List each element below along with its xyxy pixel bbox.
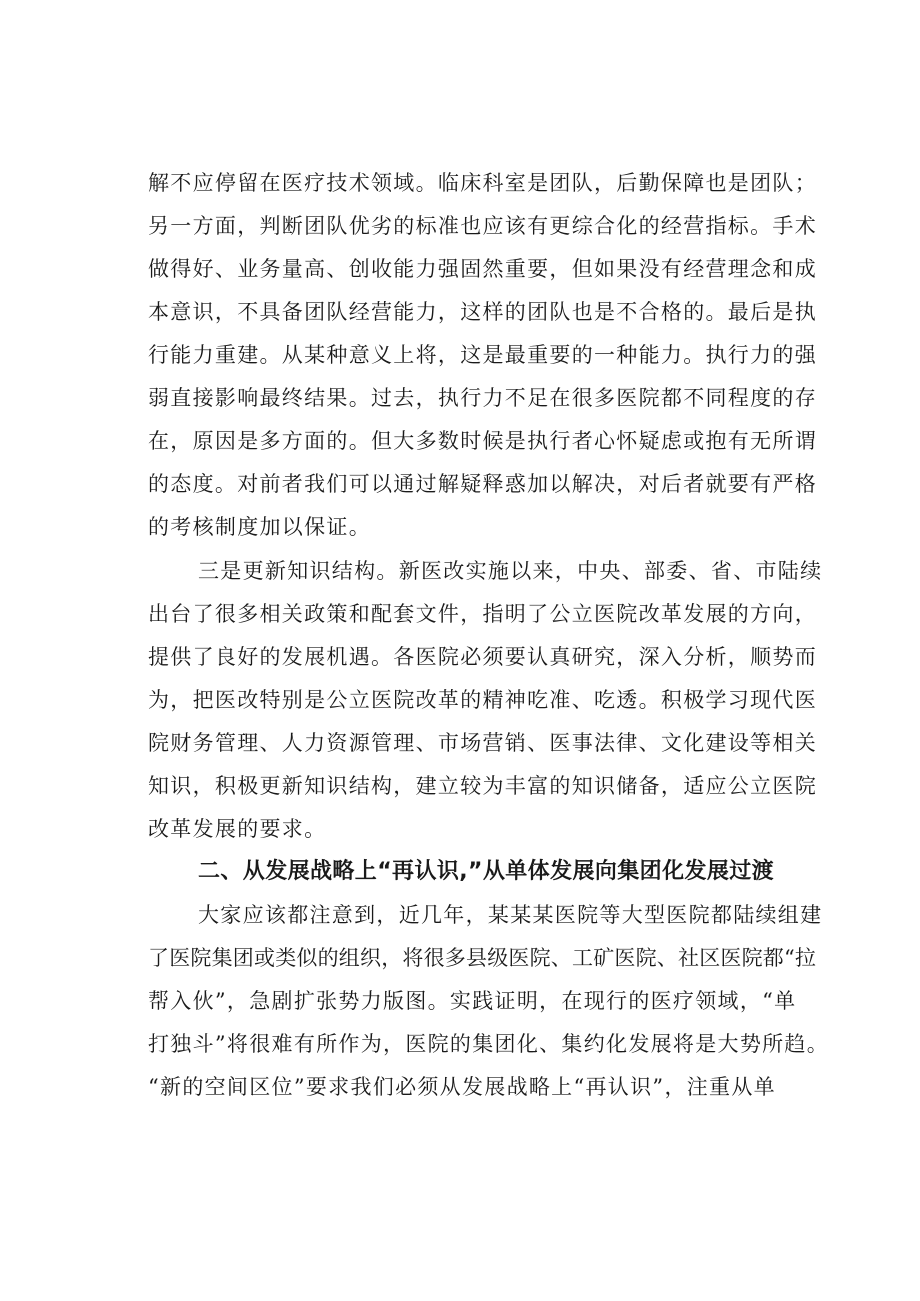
paragraph-1-line-9: 的考核制度加以保证。 [148,515,371,539]
paragraph-2-line-2: 出台了很多相关政策和配套文件，指明了公立医院改革发展的方向， [148,602,817,626]
paragraph-3-line-3: 帮入伙”，急剧扩张势力版图。实践证明，在现行的医疗领域，“单 [148,989,797,1013]
paragraph-2-line-6: 知识，积极更新知识结构，建立较为丰富的知识储备，适应公立医院 [148,774,817,798]
paragraph-2-line-5: 院财务管理、人力资源管理、市场营销、医事法律、文化建设等相关 [148,731,817,755]
section-heading: 二、从发展战略上“再认识,”从单体发展向集团化发展过渡 [198,859,775,884]
paragraph-1-line-5: 行能力重建。从某种意义上将，这是最重要的一种能力。执行力的强 [148,343,817,367]
paragraph-1-line-6: 弱直接影响最终结果。过去，执行力不足在很多医院都不同程度的存 [148,386,817,410]
paragraph-1-line-2: 另一方面，判断团队优劣的标准也应该有更综合化的经营指标。手术 [148,214,817,238]
paragraph-2-line-7: 改革发展的要求。 [148,817,327,841]
paragraph-3-line-5: “新的空间区位”要求我们必须从发展战略上“再认识”，注重从单 [148,1075,776,1099]
paragraph-1-line-1: 解不应停留在医疗技术领域。临床科室是团队，后勤保障也是团队； [148,171,817,195]
paragraph-1-line-8: 的态度。对前者我们可以通过解疑释惑加以解决，对后者就要有严格 [148,472,817,496]
paragraph-1-line-4: 本意识，不具备团队经营能力，这样的团队也是不合格的。最后是执 [148,300,817,324]
paragraph-1-line-7: 在，原因是多方面的。但大多数时候是执行者心怀疑虑或抱有无所谓 [148,429,817,453]
paragraph-2-line-3: 提供了良好的发展机遇。各医院必须要认真研究，深入分析，顺势而 [148,645,817,669]
paragraph-3-line-1: 大家应该都注意到，近几年，某某某医院等大型医院都陆续组建 [198,903,823,927]
paragraph-1-line-3: 做得好、业务量高、创收能力强固然重要，但如果没有经营理念和成 [148,257,817,281]
paragraph-2-line-1: 三是更新知识结构。新医改实施以来，中央、部委、省、市陆续 [198,559,823,583]
paragraph-3-line-2: 了医院集团或类似的组织，将很多县级医院、工矿医院、社区医院都“拉 [148,946,817,970]
paragraph-3-line-4: 打独斗”将很难有所作为，医院的集团化、集约化发展将是大势所趋。 [148,1032,830,1056]
paragraph-2-line-4: 为，把医改特别是公立医院改革的精神吃准、吃透。积极学习现代医 [148,688,817,712]
